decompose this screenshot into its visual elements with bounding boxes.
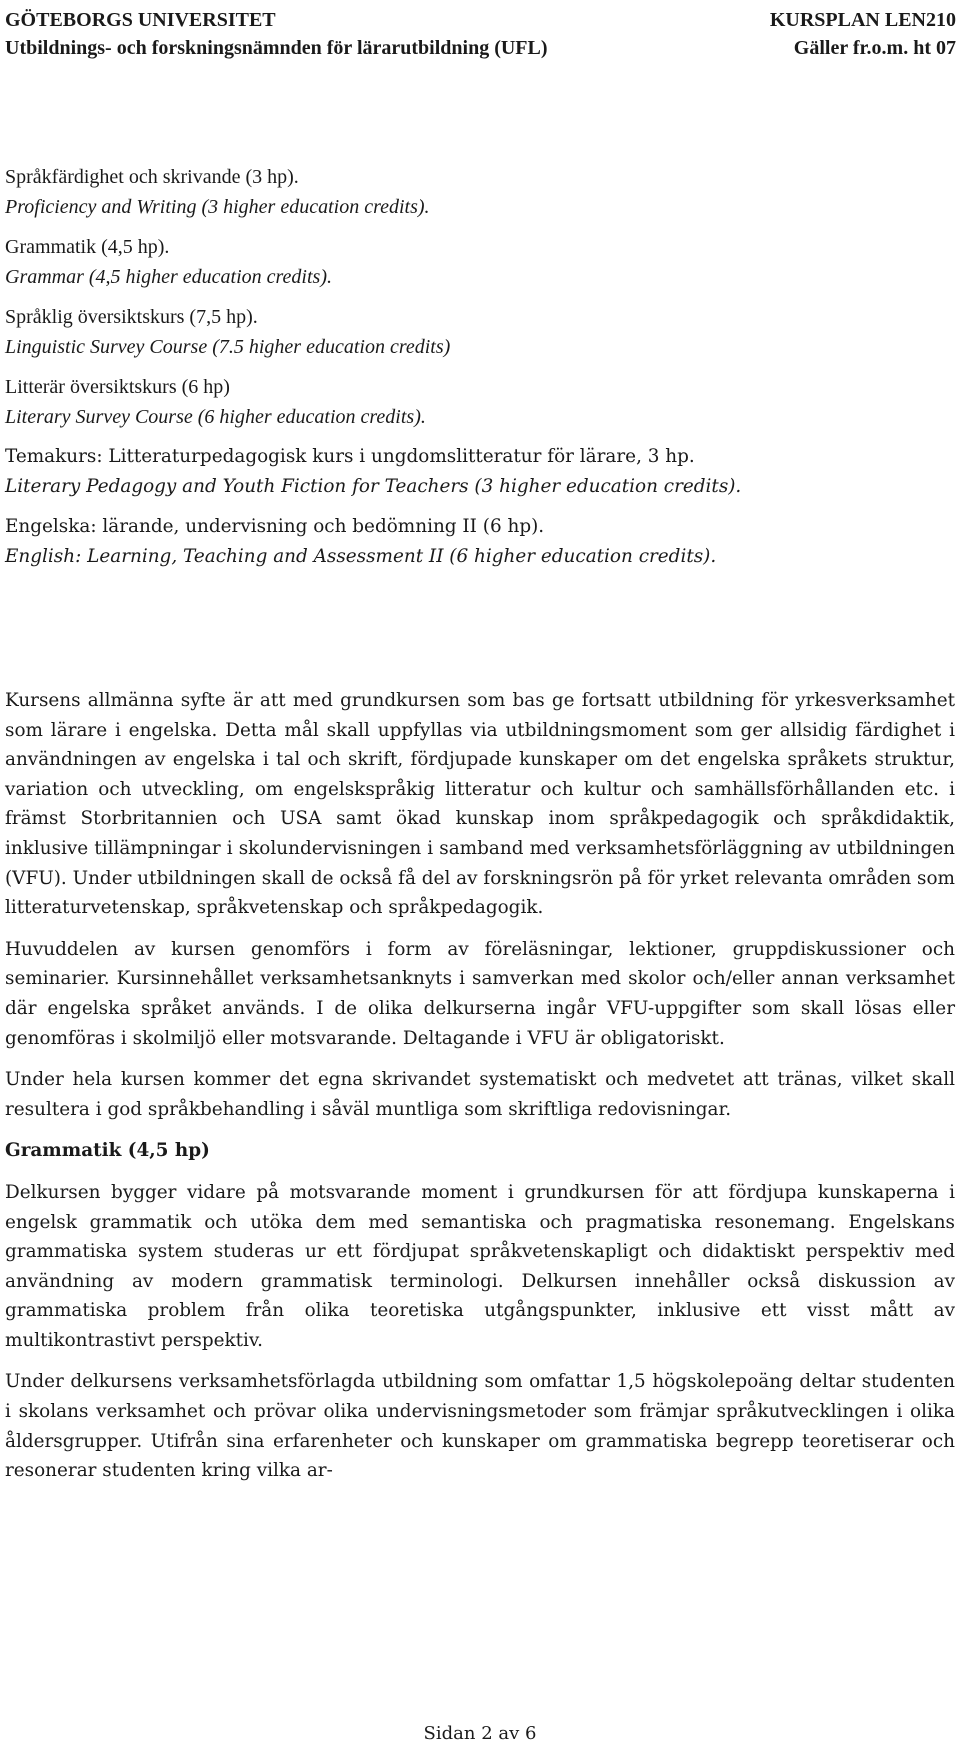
module-en: Proficiency and Writing (3 higher education credits). <box>5 196 430 218</box>
module-sv: Litterär översiktskurs (6 hp) <box>5 376 230 398</box>
course-description <box>5 686 955 1486</box>
paragraph-format: Huvuddelen av kursen genomförs i form av föreläsningar, lektioner, gruppdiskussioner och seminarier. Kursinnehållet verksamhetsanknyts i samverkan med skolor och/eller annan verksamhet där engelska språket används. I de olika delkurserna ingår VFU-uppgifter som skall lösas eller genomföras i skolmiljö eller motsvarande. Deltagande i VFU är obligatoriskt. <box>5 938 955 1049</box>
module-en: Linguistic Survey Course (7.5 higher education credits) <box>5 336 451 358</box>
paragraph-writing: Under hela kursen kommer det egna skrivandet systematiskt och medvetet att tränas, vilket skall resultera i god språkbehandling i såväl muntliga som skriftliga redovisningar. <box>5 1069 955 1120</box>
module-en: English: Learning, Teaching and Assessment II (6 higher education credits). <box>5 546 717 567</box>
module-list <box>5 162 955 572</box>
module-sv: Engelska: lärande, undervisning och bedömning II (6 hp). <box>5 516 545 537</box>
module-sv: Grammatik (4,5 hp). <box>5 236 170 258</box>
module-sv: Språkfärdighet och skrivande (3 hp). <box>5 166 299 188</box>
course-code: KURSPLAN LEN210 <box>769 9 956 31</box>
paragraph-grammar: Delkursen bygger vidare på motsvarande moment i grundkursen för att fördjupa kunskaperna i engelsk grammatik och utöka dem med semantiska och pragmatiska resonemang. Engelskans grammatiska system studeras ur ett fördjupat språkvetenskapligt och didaktiskt perspektiv med användning av modern grammatisk terminologi. Delkursen innehåller också diskussion av grammatiska problem från olika teoretiska utgångspunkter, inklusive ett visst mått av multikontrastivt perspektiv. <box>5 1181 955 1351</box>
paragraph-vfu: Under delkursens verksamhetsförlagda utbildning som omfattar 1,5 högskolepoäng deltar studenten i skolans verksamhet och prövar olika undervisningsmetoder som främjar språkutvecklingen i olika åldersgrupper. Utifrån sina erfarenheter och kunskaper om grammatiska begrepp teoretiserar och resonerar studenten kring vilka ar- <box>5 1371 955 1482</box>
module-en: Grammar (4,5 higher education credits). <box>5 266 332 288</box>
module-en: Literary Pedagogy and Youth Fiction for Teachers (3 higher education credits). <box>5 476 742 497</box>
page-number: Sidan 2 av 6 <box>423 1723 537 1744</box>
section-heading-grammar: Grammatik (4,5 hp) <box>5 1140 210 1162</box>
header-row-1 <box>5 6 956 34</box>
valid-from: Gäller fr.o.m. ht 07 <box>793 37 956 59</box>
document-header <box>5 6 956 62</box>
module-sv: Språklig översiktskurs (7,5 hp). <box>5 306 258 328</box>
module-en: Literary Survey Course (6 higher education credits). <box>5 406 426 428</box>
board-name: Utbildnings- och forskningsnämnden för lärarutbildning (UFL) <box>5 37 548 59</box>
paragraph-aim: Kursens allmänna syfte är att med grundkursen som bas ge fortsatt utbildning för yrkesverksamhet som lärare i engelska. Detta mål skall uppfyllas via utbildningsmoment som ger allsidig färdighet i användningen av engelska i tal och skrift, fördjupade kunskaper om det engelska språkets struktur, variation och utveckling, om engelskspråkig litteratur och kultur och samhällsförhållanden etc. i främst Storbritannien och USA samt ökad kunskap inom språkpedagogik och språkdidaktik, inklusive tillämpningar i skolundervisningen i samband med verksamhetsförläggning av utbildningen (VFU). Under utbildningen skall de också få del av forskningsrön på för yrket relevanta områden som litteraturvetenskap, språkvetenskap och språkpedagogik. <box>5 690 955 919</box>
header-row-2 <box>5 34 956 62</box>
module-sv: Temakurs: Litteraturpedagogisk kurs i ungdomslitteratur för lärare, 3 hp. <box>5 446 695 467</box>
university-name: GÖTEBORGS UNIVERSITET <box>5 9 276 31</box>
